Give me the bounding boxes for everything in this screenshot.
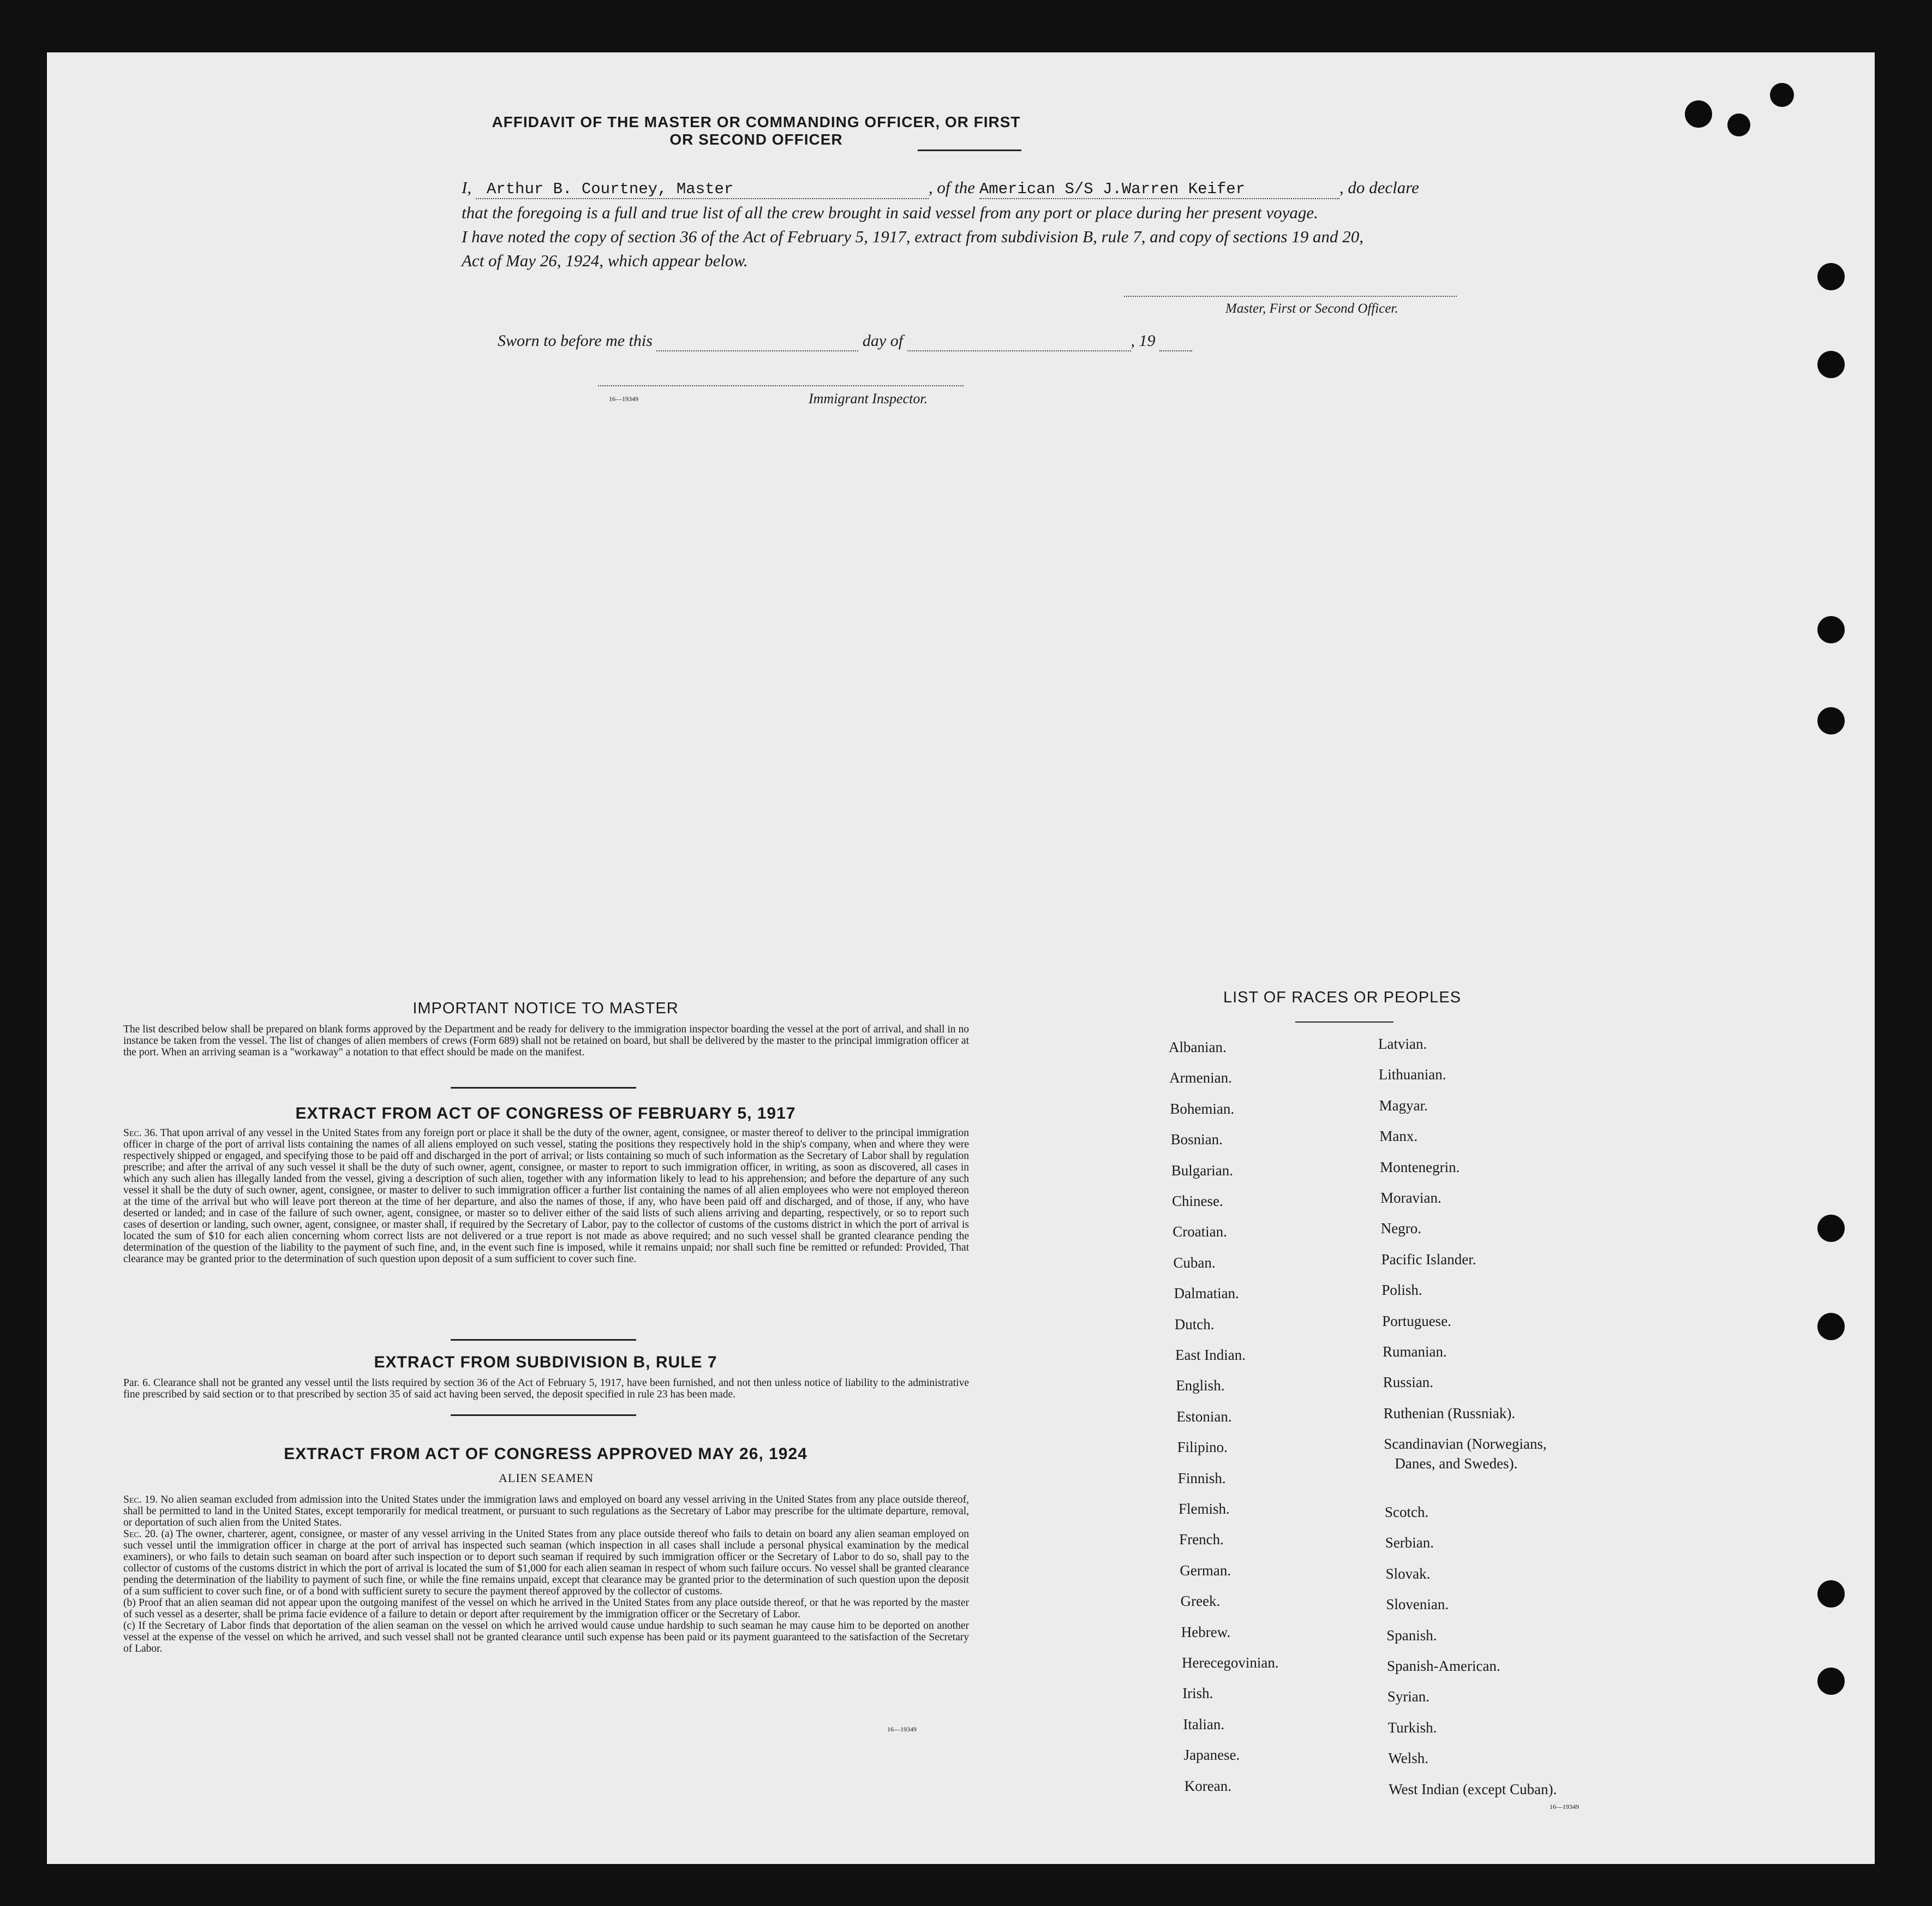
section-divider [451, 1087, 636, 1089]
races-title: LIST OF RACES OR PEOPLES [1223, 989, 1462, 1006]
notice-body: The list described below shall be prepared on blank forms approved by the Department and be ready for delivery to the immigration inspector boarding the vessel at the port of arrival, and shall in no instance be taken from the vessel. The list of changes of alien members of crews (Form 689) shall not be retained on board, but shall be delivered by the master to the principal immigration officer at the port. When an arriving seaman is a "workaway" a notation to that effect should be made on the manifest. [123, 1024, 969, 1058]
race-item: Turkish. [1387, 1719, 1437, 1736]
race-item: Albanian. [1169, 1039, 1227, 1055]
race-item: Flemish. [1179, 1501, 1230, 1517]
race-item: Bosnian. [1170, 1131, 1223, 1148]
race-item: Danes, and Swedes). [1395, 1455, 1518, 1472]
race-item: Bohemian. [1170, 1100, 1235, 1117]
race-item: Cuban. [1173, 1254, 1216, 1271]
document-page [47, 52, 1875, 1864]
affidavit-of-the: , of the [928, 178, 976, 197]
extract-1917-title: EXTRACT FROM ACT OF CONGRESS OF FEBRUARY 5, 1917 [295, 1104, 796, 1122]
section-divider [451, 1414, 636, 1416]
affidavit-title: AFFIDAVIT OF THE MASTER OR COMMANDING OFFICER, OR FIRST OR SECOND OFFICER [492, 113, 1021, 148]
extract-1924-body [123, 1494, 969, 1654]
race-item: Greek. [1180, 1593, 1221, 1610]
affidavit-i-prefix: I, [462, 178, 472, 197]
sec-19-text: No alien seaman excluded from admission into the United States under the immigration laws and employed on board any vessel arriving in the United States from any place outside thereof, shall be permitted to land in the United States, except temporarily for medical treatment, or pursuant to such regulations as the Secretary of Labor may prescribe for the ultimate departure, removal, or deportation of such alien from the United States. [123, 1494, 969, 1528]
race-item: Hebrew. [1181, 1623, 1231, 1640]
sec-20-label: Sec. 20. [123, 1528, 158, 1540]
sworn-month-field [907, 332, 1131, 351]
punch-hole [1817, 1580, 1845, 1608]
race-item: Chinese. [1172, 1193, 1223, 1209]
sec-20b-paragraph: (b) Proof that an alien seaman did not appear upon the outgoing manifest of the vessel on which he arrived in the United States from any place outside thereof, or that he was reported by the master of such vessel as a deserter, shall be prima facie evidence of a failure to detain or deport after requirement by the immigration officer or the Secretary of Labor. [123, 1597, 969, 1620]
sec-19-paragraph [123, 1494, 969, 1528]
extract-1917-text: That upon arrival of any vessel in the United States from any foreign port or place it shall be the duty of the owner, agent, consignee, or master thereof to deliver to the principal immigration officer in charge of the port of arrival lists containing the names of all aliens employed on such vessel, stating the positions they respectively hold in the ship's company, when and where they were respectively shipped or engaged, and specifying those to be paid off and discharged in the port of arrival; or lists containing so much of such information as the Secretary of Labor shall by regulation prescribe; and after the arrival of any such vessel it shall be the duty of such owner, agent, consignee, or master to report to such immigration officer, in writing, as soon as discovered, all cases in which any such alien has illegally landed from the vessel, giving a description of such alien, together with any information likely to lead to his apprehension; and before the departure of any such vessel it shall be the duty of such owner, agent, consignee, or master to deliver to such immigration officer a further list containing the names of all alien employees who were not employed thereon at the time of the arrival but who will leave port thereon at the time of her departure, and also the names of those, if any, who have been paid off and discharged, and of those, if any, who have deserted or landed; and in case of the failure of such owner, agent, consignee, or master so to deliver either of the said lists of such aliens arriving and departing, respectively, or so to report such cases of desertion or landing, such owner, agent, consignee, or master shall, if required by the Secretary of Labor, pay to the collector of customs of the customs district in which the port of arrival is located the sum of $10 for each alien concerning whom correct lists are not delivered or a true report is not made as above required; and no such vessel shall be granted clearance pending the determination of the question of the liability to the payment of such fine, and, in the event such fine is imposed, while it remains unpaid; nor shall such fine be remitted or refunded: Provided, That clearance may be granted prior to the determination of such question upon deposit of a sum sufficient to cover such fine. [123, 1127, 969, 1265]
affidavit-line-3: I have noted the copy of section 36 of the Act of February 5, 1917, extract from subdivision B, rule 7, and copy of sections 19 and 20, [462, 227, 1364, 246]
affidavit-line-1 [462, 178, 1419, 199]
race-item: Slovak. [1385, 1565, 1431, 1582]
punch-hole [1770, 83, 1794, 107]
race-item: Finnish. [1177, 1469, 1226, 1486]
race-item: Pacific Islander. [1381, 1251, 1476, 1268]
race-item: East Indian. [1175, 1347, 1246, 1363]
race-item: Herecegovinian. [1182, 1654, 1279, 1671]
race-item: Spanish. [1386, 1627, 1437, 1644]
sworn-prefix: Sworn to before me this [498, 332, 653, 350]
race-item: Latvian. [1378, 1036, 1427, 1052]
sworn-year-field [1159, 332, 1192, 351]
race-item: Estonian. [1176, 1408, 1232, 1425]
punch-hole [1817, 263, 1845, 290]
race-item: Japanese. [1183, 1747, 1240, 1764]
race-item: Negro. [1380, 1220, 1422, 1237]
sec-19-label: Sec. 19. [123, 1494, 158, 1505]
race-item: Portuguese. [1382, 1312, 1451, 1329]
race-item: Manx. [1379, 1128, 1418, 1145]
race-item: Filipino. [1177, 1439, 1228, 1456]
extract-rule7-body: Par. 6. Clearance shall not be granted any vessel until the lists required by section 36 of the Act of February 5, 1917, have been furnished, and not then unless notice of liability to the administrative fine prescribed by said section or to that prescribed by section 35 of said act having been served, the deposit specified in rule 23 has been made. [123, 1377, 969, 1400]
vessel-name-field [979, 178, 1339, 199]
sec-20a-text: (a) The owner, charterer, agent, consignee, or master of any vessel arriving in the United States from any place outside thereof who fails to detain on board any alien seaman employed on such vessel until the immigration officer in charge at the port of arrival has inspected such seaman (which inspection in all cases shall include a personal physical examination by the medical examiners), or who fails to detain such seaman on board after such inspection or to deport such seaman if required by such immigration officer or the Secretary of Labor to do so, shall pay to the collector of customs of the customs district in which the port of arrival is located the sum of $1,000 for each alien seaman in respect of whom such failure occurs. No vessel shall be granted clearance pending the determination of the liability to payment of such fine, or while the fine remains unpaid, except that clearance may be granted prior to the determination of such question upon the deposit of a sum sufficient to cover such fine, or of a bond with sufficient surety to secure the payment thereof approved by the collector of customs. [123, 1528, 969, 1597]
master-signature-line [1124, 296, 1457, 297]
inspector-caption: Immigrant Inspector. [809, 391, 928, 407]
punch-hole [1817, 1215, 1845, 1242]
punch-hole [1817, 351, 1845, 378]
race-item: Bulgarian. [1171, 1162, 1234, 1179]
punch-hole [1727, 113, 1750, 136]
extract-1924-title: EXTRACT FROM ACT OF CONGRESS APPROVED MAY 26, 1924 [284, 1445, 808, 1463]
race-item: Italian. [1183, 1716, 1225, 1732]
race-item: Russian. [1383, 1374, 1434, 1391]
race-item: Dalmatian. [1174, 1285, 1239, 1302]
punch-hole [1817, 707, 1845, 734]
affidavit-form-number: 16—19349 [609, 395, 638, 403]
race-item: Croatian. [1173, 1223, 1227, 1240]
race-item: Moravian. [1380, 1190, 1441, 1206]
affidavit-line-4: Act of May 26, 1924, which appear below. [462, 251, 748, 270]
master-name-value: Arthur B. Courtney, Master [486, 180, 734, 198]
race-item: Ruthenian (Russniak). [1383, 1405, 1516, 1421]
affidavit-line-2: that the foregoing is a full and true list of all the crew brought in said vessel from any port or place during her present voyage. [462, 203, 1318, 222]
punch-hole [1817, 616, 1845, 643]
extract-1917-body [123, 1127, 969, 1265]
race-item: Scotch. [1385, 1504, 1429, 1520]
race-item: English. [1176, 1377, 1225, 1394]
inspector-signature-line [598, 385, 964, 386]
title-divider [918, 150, 1021, 151]
master-name-field [476, 178, 929, 199]
punch-hole [1817, 1668, 1845, 1695]
sec-20a-paragraph [123, 1528, 969, 1597]
vessel-name-value: American S/S J.Warren Keifer [979, 180, 1246, 198]
race-item: West Indian (except Cuban). [1389, 1780, 1557, 1797]
affidavit-do-declare: , do declare [1339, 178, 1419, 197]
race-item: Magyar. [1379, 1097, 1428, 1114]
race-item: Serbian. [1385, 1534, 1434, 1551]
races-form-number: 16—19349 [1550, 1803, 1579, 1811]
race-item: Dutch. [1174, 1316, 1215, 1333]
signature-caption: Master, First or Second Officer. [1225, 301, 1398, 316]
section-divider [451, 1339, 636, 1341]
extract-1917-sec-label: Sec. 36. [123, 1127, 158, 1139]
extract-rule7-title: EXTRACT FROM SUBDIVISION B, RULE 7 [374, 1353, 717, 1371]
race-item: Welsh. [1388, 1750, 1428, 1767]
sec-20c-paragraph: (c) If the Secretary of Labor finds that deportation of the alien seaman on the vessel on which he arrived would cause undue hardship to such seaman he may cause him to be deported on another vessel at the expense of the vessel on which he arrived, and such vessel shall not be granted clearance until such expense has been paid or its payment guaranteed to the satisfaction of the Secretary of Labor. [123, 1620, 969, 1654]
race-item: Korean. [1184, 1777, 1232, 1794]
race-item: French. [1179, 1531, 1224, 1548]
race-item: German. [1180, 1562, 1231, 1579]
races-divider [1295, 1021, 1393, 1023]
race-item: Irish. [1182, 1685, 1213, 1702]
race-item: Polish. [1381, 1282, 1422, 1299]
race-item: Scandinavian (Norwegians, [1384, 1436, 1547, 1453]
notice-title: IMPORTANT NOTICE TO MASTER [412, 1000, 679, 1017]
race-item: Rumanian. [1383, 1343, 1447, 1360]
race-item: Syrian. [1387, 1688, 1430, 1705]
sworn-day-field [656, 332, 858, 351]
race-item: Slovenian. [1386, 1596, 1449, 1613]
race-item: Spanish-American. [1387, 1658, 1500, 1674]
race-item: Montenegrin. [1380, 1158, 1460, 1175]
sworn-year-prefix: , 19 [1131, 332, 1156, 350]
extract-1924-form-number: 16—19349 [887, 1725, 917, 1733]
punch-hole [1685, 100, 1712, 128]
sworn-line [498, 332, 1192, 351]
punch-hole [1817, 1313, 1845, 1340]
race-item: Armenian. [1169, 1069, 1232, 1086]
race-item: Lithuanian. [1378, 1066, 1446, 1083]
sworn-day-of: day of [862, 332, 904, 350]
extract-1924-subtitle: ALIEN SEAMEN [499, 1471, 594, 1485]
